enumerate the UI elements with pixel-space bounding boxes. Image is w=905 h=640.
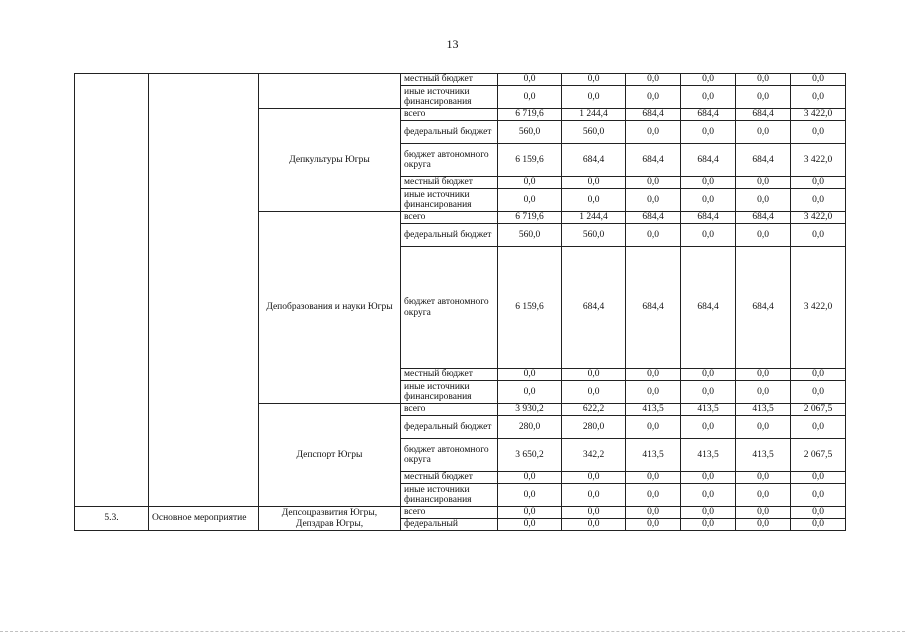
- value-cell: 684,4: [736, 144, 791, 177]
- value-cell: 684,4: [736, 109, 791, 121]
- value-cell: 1 244,4: [562, 109, 626, 121]
- value-cell: 684,4: [626, 212, 681, 224]
- value-cell: 0,0: [626, 121, 681, 144]
- organization-cell: Депкультуры Югры: [259, 109, 401, 212]
- value-cell: 0,0: [791, 484, 846, 507]
- value-cell: 0,0: [498, 369, 562, 381]
- funding-source-cell: местный бюджет: [401, 74, 498, 86]
- value-cell: 3 650,2: [498, 439, 562, 472]
- value-cell: 0,0: [791, 507, 846, 519]
- funding-source-cell: иные источники финансирования: [401, 484, 498, 507]
- value-cell: 560,0: [498, 121, 562, 144]
- item-number-cell: [75, 74, 149, 507]
- measure-name-cell: [149, 74, 259, 507]
- value-cell: 6 719,6: [498, 109, 562, 121]
- value-cell: 0,0: [498, 507, 562, 519]
- value-cell: 280,0: [498, 416, 562, 439]
- value-cell: 0,0: [562, 484, 626, 507]
- value-cell: 0,0: [736, 472, 791, 484]
- item-number-cell: 5.3.: [75, 507, 149, 531]
- value-cell: 0,0: [791, 86, 846, 109]
- measure-name-cell: Основное мероприятие: [149, 507, 259, 531]
- value-cell: 560,0: [562, 121, 626, 144]
- value-cell: 0,0: [562, 472, 626, 484]
- value-cell: 0,0: [736, 507, 791, 519]
- value-cell: 684,4: [626, 247, 681, 369]
- value-cell: 0,0: [626, 224, 681, 247]
- value-cell: 0,0: [681, 177, 736, 189]
- value-cell: 0,0: [681, 121, 736, 144]
- value-cell: 0,0: [626, 189, 681, 212]
- value-cell: 622,2: [562, 404, 626, 416]
- value-cell: 0,0: [791, 416, 846, 439]
- funding-source-cell: бюджет автономного округа: [401, 247, 498, 369]
- value-cell: 0,0: [498, 86, 562, 109]
- value-cell: 0,0: [736, 484, 791, 507]
- value-cell: 0,0: [681, 224, 736, 247]
- value-cell: 0,0: [498, 381, 562, 404]
- value-cell: 560,0: [498, 224, 562, 247]
- funding-source-cell: бюджет автономного округа: [401, 144, 498, 177]
- table-row: [75, 507, 846, 519]
- value-cell: 413,5: [626, 404, 681, 416]
- value-cell: 0,0: [681, 484, 736, 507]
- value-cell: 0,0: [498, 519, 562, 531]
- funding-source-cell: федеральный бюджет: [401, 224, 498, 247]
- funding-source-cell: бюджет автономного округа: [401, 439, 498, 472]
- value-cell: 0,0: [562, 74, 626, 86]
- value-cell: 3 422,0: [791, 212, 846, 224]
- value-cell: 684,4: [562, 144, 626, 177]
- value-cell: 0,0: [681, 86, 736, 109]
- value-cell: 0,0: [626, 519, 681, 531]
- value-cell: 0,0: [736, 177, 791, 189]
- value-cell: 0,0: [498, 472, 562, 484]
- value-cell: 413,5: [681, 404, 736, 416]
- value-cell: 0,0: [736, 519, 791, 531]
- value-cell: 6 159,6: [498, 247, 562, 369]
- value-cell: 0,0: [626, 381, 681, 404]
- value-cell: 0,0: [562, 86, 626, 109]
- value-cell: 0,0: [681, 74, 736, 86]
- value-cell: 560,0: [562, 224, 626, 247]
- value-cell: 0,0: [681, 381, 736, 404]
- value-cell: 0,0: [791, 519, 846, 531]
- funding-source-cell: федеральный: [401, 519, 498, 531]
- value-cell: 0,0: [681, 519, 736, 531]
- funding-source-cell: местный бюджет: [401, 472, 498, 484]
- value-cell: 342,2: [562, 439, 626, 472]
- funding-source-cell: федеральный бюджет: [401, 416, 498, 439]
- value-cell: 0,0: [791, 189, 846, 212]
- value-cell: 0,0: [736, 86, 791, 109]
- funding-source-cell: иные источники финансирования: [401, 86, 498, 109]
- value-cell: 0,0: [736, 416, 791, 439]
- value-cell: 280,0: [562, 416, 626, 439]
- value-cell: 684,4: [736, 247, 791, 369]
- value-cell: 0,0: [681, 416, 736, 439]
- value-cell: 0,0: [736, 74, 791, 86]
- value-cell: 0,0: [681, 472, 736, 484]
- value-cell: 0,0: [791, 121, 846, 144]
- value-cell: 684,4: [681, 144, 736, 177]
- value-cell: 0,0: [736, 224, 791, 247]
- value-cell: 0,0: [562, 507, 626, 519]
- value-cell: 0,0: [791, 369, 846, 381]
- value-cell: 684,4: [562, 247, 626, 369]
- value-cell: 0,0: [626, 177, 681, 189]
- value-cell: 2 067,5: [791, 439, 846, 472]
- value-cell: 0,0: [498, 74, 562, 86]
- value-cell: 0,0: [791, 224, 846, 247]
- value-cell: 0,0: [562, 381, 626, 404]
- funding-source-cell: иные источники финансирования: [401, 381, 498, 404]
- funding-source-cell: федеральный бюджет: [401, 121, 498, 144]
- value-cell: 0,0: [562, 177, 626, 189]
- value-cell: 6 159,6: [498, 144, 562, 177]
- value-cell: 0,0: [791, 74, 846, 86]
- value-cell: 0,0: [681, 507, 736, 519]
- value-cell: 0,0: [626, 86, 681, 109]
- value-cell: 0,0: [736, 189, 791, 212]
- value-cell: 0,0: [626, 472, 681, 484]
- funding-source-cell: местный бюджет: [401, 369, 498, 381]
- table-row: [75, 74, 846, 86]
- value-cell: 0,0: [736, 381, 791, 404]
- value-cell: 0,0: [736, 121, 791, 144]
- value-cell: 0,0: [498, 484, 562, 507]
- value-cell: 0,0: [736, 369, 791, 381]
- value-cell: 3 422,0: [791, 247, 846, 369]
- value-cell: 413,5: [681, 439, 736, 472]
- value-cell: 0,0: [626, 74, 681, 86]
- value-cell: 684,4: [626, 144, 681, 177]
- value-cell: 0,0: [626, 369, 681, 381]
- value-cell: 0,0: [626, 507, 681, 519]
- value-cell: 3 422,0: [791, 144, 846, 177]
- value-cell: 0,0: [498, 189, 562, 212]
- organization-cell: Депспорт Югры: [259, 404, 401, 507]
- value-cell: 413,5: [736, 404, 791, 416]
- page-number: 13: [446, 37, 459, 51]
- value-cell: 684,4: [626, 109, 681, 121]
- value-cell: 413,5: [626, 439, 681, 472]
- organization-cell: [259, 74, 401, 109]
- funding-source-cell: всего: [401, 507, 498, 519]
- value-cell: 0,0: [626, 416, 681, 439]
- budget-table: [74, 73, 846, 531]
- funding-source-cell: всего: [401, 404, 498, 416]
- funding-source-cell: местный бюджет: [401, 177, 498, 189]
- value-cell: 0,0: [562, 369, 626, 381]
- value-cell: 0,0: [562, 519, 626, 531]
- funding-source-cell: иные источники финансирования: [401, 189, 498, 212]
- value-cell: 6 719,6: [498, 212, 562, 224]
- funding-source-cell: всего: [401, 212, 498, 224]
- value-cell: 3 930,2: [498, 404, 562, 416]
- value-cell: 0,0: [791, 177, 846, 189]
- value-cell: 684,4: [681, 109, 736, 121]
- value-cell: 0,0: [498, 177, 562, 189]
- value-cell: 0,0: [791, 381, 846, 404]
- value-cell: 0,0: [681, 369, 736, 381]
- funding-source-cell: всего: [401, 109, 498, 121]
- value-cell: 0,0: [791, 472, 846, 484]
- value-cell: 413,5: [736, 439, 791, 472]
- value-cell: 1 244,4: [562, 212, 626, 224]
- value-cell: 684,4: [681, 212, 736, 224]
- value-cell: 3 422,0: [791, 109, 846, 121]
- organization-cell: Депсоцразвития Югры, Депздрав Югры,: [259, 507, 401, 531]
- value-cell: 0,0: [681, 189, 736, 212]
- value-cell: 0,0: [562, 189, 626, 212]
- value-cell: 684,4: [681, 247, 736, 369]
- value-cell: 2 067,5: [791, 404, 846, 416]
- value-cell: 684,4: [736, 212, 791, 224]
- organization-cell: Депобразования и науки Югры: [259, 212, 401, 404]
- scan-artifact-line: [0, 631, 905, 633]
- value-cell: 0,0: [626, 484, 681, 507]
